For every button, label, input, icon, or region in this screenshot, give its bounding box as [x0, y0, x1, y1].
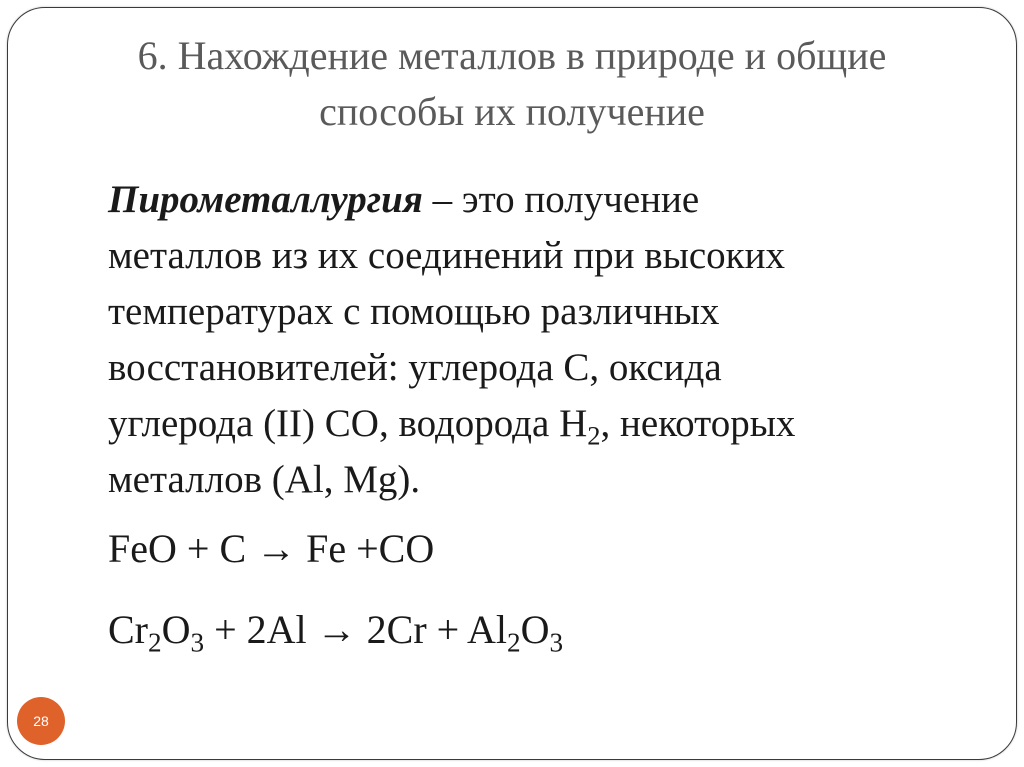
- body-line-1: [108, 172, 948, 228]
- body-line-5-part-b: , некоторых: [600, 402, 796, 445]
- title-line-1: 6. Нахождение металлов в природе и общие: [137, 33, 887, 78]
- title-line-2: способы их получение: [319, 89, 705, 134]
- eq2-sub-1: 2: [148, 627, 162, 658]
- eq2-part-1: Cr: [108, 607, 148, 652]
- body-line-1-rest: – это получение: [422, 178, 700, 221]
- eq2-sub-4: 3: [549, 627, 564, 658]
- equation-chromium-reduction: [108, 606, 564, 658]
- eq2-part-4: O: [520, 607, 550, 652]
- definition-paragraph: [108, 172, 948, 508]
- slide-title: [60, 28, 964, 140]
- body-line-2: металлов из их соединений при высоких: [108, 234, 785, 277]
- body-line-5-part-a: углерода (II) СО, водорода Н: [108, 402, 588, 445]
- eq2-part-3: + 2Al → 2Cr + Al: [204, 607, 507, 652]
- eq2-part-2: O: [161, 607, 191, 652]
- body-line-3: температурах с помощью различных: [108, 290, 720, 333]
- page-number-badge: 28: [17, 697, 65, 745]
- body-line-6: металлов (Al, Mg).: [108, 458, 421, 501]
- equation-feo-reduction: FeO + C → Fe +CO: [108, 526, 435, 571]
- hydrogen-subscript: 2: [587, 420, 601, 451]
- body-line-4: восстановителей: углерода С, оксида: [108, 346, 722, 389]
- eq2-sub-3: 2: [507, 627, 521, 658]
- eq2-sub-2: 3: [190, 627, 205, 658]
- body-line-5: [108, 396, 948, 452]
- defined-term: Пирометаллургия: [108, 178, 423, 221]
